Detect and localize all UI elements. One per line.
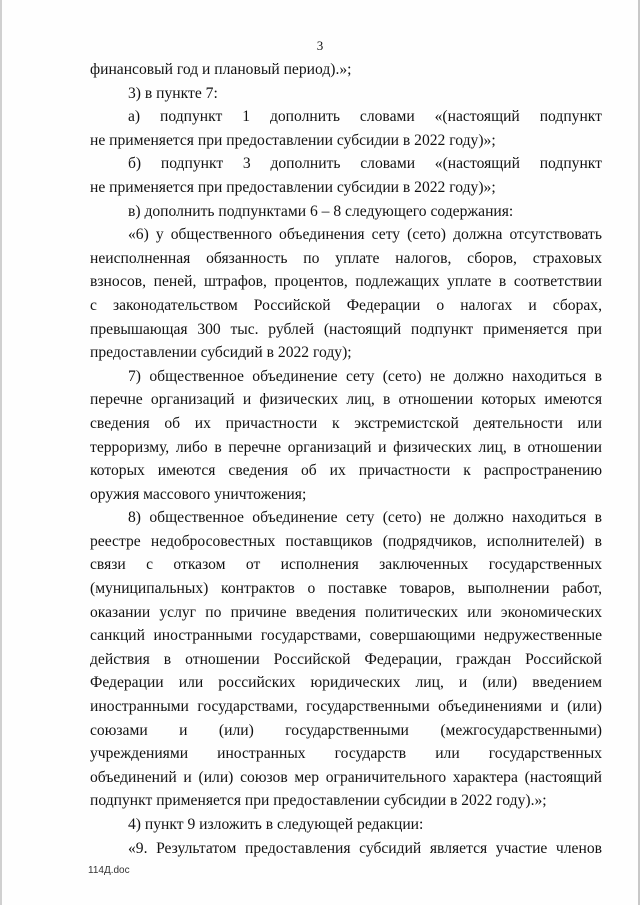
text-line: превышающая 300 тыс. рублей (настоящий подпункт применяется при — [90, 320, 602, 338]
text-line: учреждениями иностранных государств или государственных — [90, 745, 602, 763]
text-line: перечне организаций и физических лиц, в отношении которых имеются — [90, 391, 602, 409]
text-line: с законодательством Российской Федерации о налогах и сборах, — [90, 296, 602, 314]
text-line: оружия массового уничтожения; — [90, 485, 307, 503]
text-line: б) подпункт 3 дополнить словами «(настоящий подпункт — [128, 155, 602, 173]
text-line: 4) пункт 9 изложить в следующей редакции: — [128, 816, 424, 833]
text-line: подпункт применяется при предоставлении субсидии в 2022 году).»; — [90, 792, 547, 810]
text-line: связи с отказом от исполнения заключенных государственных — [90, 556, 602, 574]
text-line: взносов, пеней, штрафов, процентов, подлежащих уплате в соответствии — [90, 273, 602, 291]
text-line: реестре недобросовестных поставщиков (подрядчиков, исполнителей) в — [90, 532, 602, 550]
text-line: в) дополнить подпунктами 6 – 8 следующего содержания: — [128, 202, 514, 220]
text-line: санкций иностранными государствами, совершающими недружественные — [90, 627, 602, 645]
text-line: не применяется при предоставлении субсидии в 2022 году)»; — [90, 178, 496, 196]
text-line: (муниципальных) контрактов о поставке товаров, выполнении работ, — [90, 580, 602, 598]
text-line: действия в отношении Российской Федерации, граждан Российской — [90, 650, 602, 668]
body-text — [90, 58, 602, 860]
text-line: «9. Результатом предоставления субсидий является участие членов — [128, 839, 602, 857]
scan-edge-left — [0, 0, 2, 905]
text-line: оказании услуг по причине введения политических или экономических — [90, 603, 602, 621]
text-line: 8) общественное объединение сету (сето) не должно находиться в — [128, 509, 602, 527]
text-line: Федерации или российских юридических лиц, и (или) введением — [90, 674, 602, 692]
text-line: не применяется при предоставлении субсидии в 2022 году)»; — [90, 131, 496, 149]
text-line: неисполненная обязанность по уплате налогов, сборов, страховых — [90, 249, 602, 267]
text-line: 7) общественное объединение сету (сето) не должно находиться в — [128, 367, 602, 385]
page-number: 3 — [316, 38, 324, 53]
text-line: объединений и (или) союзов мер ограничительного характера (настоящий — [90, 768, 602, 786]
text-line: 3) в пункте 7: — [128, 84, 218, 102]
text-line: терроризму, либо в перечне организаций и физических лиц, в отношении — [90, 438, 602, 456]
text-line: союзами и (или) государственными (межгосударственными) — [90, 721, 602, 739]
text-line: предоставлении субсидий в 2022 году); — [90, 344, 352, 362]
text-line: финансовый год и плановый период).»; — [90, 61, 352, 78]
text-line: иностранными государствами, государственными объединениями и (или) — [90, 698, 602, 716]
text-line: которых имеются сведения об их причастности к распространению — [90, 462, 602, 480]
text-line: сведения об их причастности к экстремистской деятельности или — [90, 414, 602, 432]
text-line: а) подпункт 1 дополнить словами «(настоящий подпункт — [128, 108, 602, 126]
text-line: «6) у общественного объединения сету (сето) должна отсутствовать — [128, 226, 602, 244]
footer-filename: 114Д.doc — [88, 865, 130, 876]
